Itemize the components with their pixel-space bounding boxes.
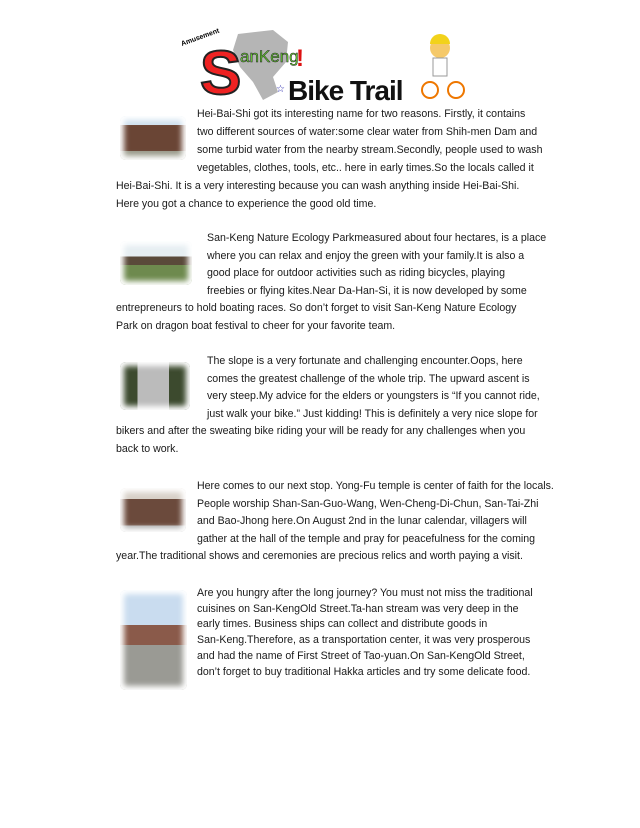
- paragraph-2-line: San-Keng Nature Ecology Parkmeasured about four hectares, is a place: [207, 232, 547, 244]
- paragraph-2-line: entrepreneurs to hold boating races. So don’t forget to visit San-Keng Nature Ecology: [116, 302, 517, 315]
- paragraph-1-line: some turbid water from the nearby stream.Secondly, people used to wash: [197, 144, 543, 156]
- paragraph-3-line: very steep.My advice for the elders or youngsters is “If you cannot ride,: [207, 390, 540, 403]
- paragraph-4-line: Here comes to our next stop. Yong-Fu temple is center of faith for the locals.: [197, 480, 554, 492]
- slope-photo: [120, 362, 190, 410]
- paragraph-4-line: year.The traditional shows and ceremonies are precious relics and worth paying a visit.: [116, 550, 523, 562]
- svg-text:!: !: [296, 45, 304, 72]
- old-street-photo: [120, 590, 187, 690]
- paragraph-5-line: Are you hungry after the long journey? You must not miss the traditional: [197, 587, 533, 599]
- paragraph-2-line: good place for outdoor activities such as riding bicycles, playing: [207, 267, 505, 280]
- paragraph-1-line: vegetables, clothes, tools, etc.. here in early times.So the locals called it: [197, 162, 534, 174]
- paragraph-3-line: The slope is a very fortunate and challenging encounter.Oops, here: [207, 355, 523, 367]
- paragraph-2-line: freebies or flying kites.Near Da-Han-Si, it is now developed by some: [207, 284, 527, 297]
- paragraph-2-line: where you can relax and enjoy the green with your family.It is also a: [207, 249, 525, 262]
- paragraph-2-line: Park on dragon boat festival to cheer for your favorite team.: [116, 320, 396, 332]
- paragraph-1-line: Hei-Bai-Shi got its interesting name for two reasons. Firstly, it contains: [197, 108, 526, 120]
- paragraph-4-line: People worship Shan-San-Guo-Wang, Wen-Cheng-Di-Chun, San-Tai-Zhi: [197, 497, 539, 510]
- paragraph-5-line: San-Keng.Therefore, as a transportation center, it was very prosperous: [197, 634, 531, 647]
- paragraph-5-line: and had the name of First Street of Tao-yuan.On San-KengOld Street,: [197, 649, 525, 662]
- svg-text:Amusement: Amusement: [180, 27, 221, 48]
- nature-park-photo: [120, 241, 192, 285]
- hei-bai-shi-photo: [120, 116, 186, 160]
- paragraph-4-line: and Bao-Jhong here.On August 2nd in the lunar calendar, villagers will: [197, 515, 527, 527]
- svg-text:anKeng: anKeng: [240, 47, 299, 66]
- paragraph-4-line: gather at the hall of the temple and pray for peacefulness for the coming: [197, 532, 536, 545]
- paragraph-1-line: Here you got a chance to experience the good old time.: [116, 198, 377, 210]
- sankeng-bike-trail-logo: [178, 22, 478, 106]
- paragraph-5-line: don’t forget to buy traditional Hakka articles and try some delicate food.: [197, 665, 531, 678]
- paragraph-3-line: comes the greatest challenge of the whole trip. The upward ascent is: [207, 372, 530, 385]
- temple-photo: [120, 488, 186, 532]
- paragraph-1-line: two different sources of water:some clear water from Shih-men Dam and: [197, 126, 538, 138]
- svg-text:S: S: [200, 39, 242, 106]
- paragraph-3-line: bikers and after the sweating bike riding your will be ready for any challenges when you: [116, 425, 526, 438]
- svg-text:☆: ☆: [276, 84, 285, 95]
- svg-text:Bike Trail: Bike Trail: [288, 75, 403, 106]
- paragraph-3-line: just walk your bike.” Just kidding! This is definitely a very nice slope for: [207, 407, 538, 420]
- paragraph-3-line: back to work.: [116, 443, 179, 455]
- paragraph-5-line: early times. Business ships can collect and distribute goods in: [197, 618, 488, 631]
- paragraph-5-line: cuisines on San-KengOld Street.Ta-han stream was very deep in the: [197, 602, 519, 615]
- paragraph-1-line: Hei-Bai-Shi. It is a very interesting because you can wash anything inside Hei-Bai-Shi.: [116, 180, 520, 192]
